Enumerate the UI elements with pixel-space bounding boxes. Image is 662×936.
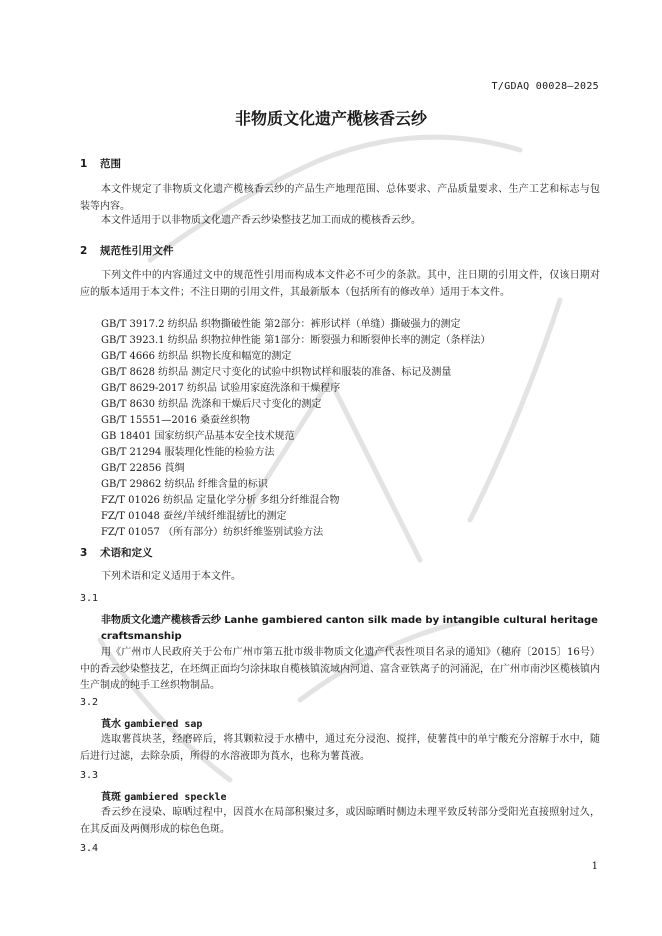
term-heading [101, 717, 601, 732]
term-number: 3.1 [80, 593, 99, 604]
term-number: 3.3 [80, 770, 99, 781]
section-2-intro: 下列文件中的内容通过文中的规范性引用而构成本文件必不可少的条款。其中，注日期的引用文件，仅该日期对应的版本适用于本文件；不注日期的引用文件，其最新版本（包括所有的修改单）适用于本文件。 [80, 270, 600, 298]
section-title: 范围 [100, 158, 121, 170]
term-name-en-continued: craftsmanship [101, 631, 182, 642]
section-1-paragraph-2: 本文件适用于以非物质文化遗产香云纱染整技艺加工而成的榄核香云纱。 [101, 215, 421, 226]
term-name-zh: 非物质文化遗产榄核香云纱 [101, 615, 221, 626]
reference-item: GB/T 8629-2017 纺织品 试验用家庭洗涤和干燥程序 [101, 383, 341, 394]
reference-item: FZ/T 01048 蚕丝/羊绒纤维混纺比的测定 [101, 511, 287, 522]
section-number: 1 [80, 158, 88, 170]
reference-item: GB/T 3917.2 纺织品 织物撕破性能 第2部分：裤形试样（单缝）撕破强力的测定 [101, 319, 461, 330]
reference-item: FZ/T 01057 （所有部分）纺织纤维鉴别试验方法 [101, 527, 324, 538]
section-number: 2 [80, 245, 88, 257]
term-name-zh: 莨斑 [101, 792, 121, 803]
section-3-intro: 下列术语和定义适用于本文件。 [101, 571, 241, 582]
reference-item: GB/T 3923.1 纺织品 织物拉伸性能 第1部分：断裂强力和断裂伸长率的测定（条样法） [101, 335, 491, 346]
reference-item: GB/T 8628 纺织品 测定尺寸变化的试验中织物试样和服装的准备、标记及测量 [101, 367, 452, 378]
reference-item: GB/T 29862 纺织品 纤维含量的标识 [101, 479, 268, 490]
term-name-en: Lanhe gambiered canton silk made by intangible cultural heritage [224, 615, 598, 626]
document-number: T/GDAQ 00028—2025 [491, 81, 599, 92]
reference-item: GB/T 15551—2016 桑蚕丝织物 [101, 415, 250, 426]
term-name-en: gambiered sap [124, 719, 203, 730]
term-number: 3.2 [80, 697, 99, 708]
section-title: 规范性引用文件 [100, 245, 174, 257]
section-1-heading [80, 156, 121, 171]
term-name-zh: 莨水 [101, 719, 121, 730]
term-definition: 用《广州市人民政府关于公布广州市第五批市级非物质文化遗产代表性项目名录的通知》（穗府〔2015〕16号）中的香云纱染整技艺，在坯绸正面均匀涂抹取自榄核镇流域内河道、富含亚铁离子的河涌泥，在广州市南沙区榄核镇内生产制成的纯手工丝织物制品。 [80, 647, 600, 691]
reference-item: FZ/T 01026 纺织品 定量化学分析 多组分纤维混合物 [101, 495, 340, 506]
section-3-heading [80, 545, 153, 560]
term-number: 3.4 [80, 843, 99, 854]
reference-item: GB/T 8630 纺织品 洗涤和干燥后尺寸变化的测定 [101, 399, 322, 410]
term-definition: 选取薯莨块茎，经磨碎后，将其颗粒浸于水槽中，通过充分浸泡、搅拌，使薯莨中的单宁酸充分溶解于水中，随后进行过滤，去除杂质，所得的水溶液即为莨水，也称为薯莨液。 [80, 734, 600, 762]
section-1-paragraph-1: 本文件规定了非物质文化遗产榄核香云纱的产品生产地理范围、总体要求、产品质量要求、生产工艺和标志与包装等内容。 [80, 184, 600, 212]
reference-item: GB/T 21294 服装理化性能的检验方法 [101, 447, 275, 458]
reference-item: GB/T 4666 纺织品 织物长度和幅宽的测定 [101, 351, 292, 362]
section-number: 3 [80, 547, 88, 559]
document-title: 非物质文化遗产榄核香云纱 [234, 109, 427, 128]
page-number: 1 [591, 861, 598, 872]
term-name-en: gambiered speckle [124, 792, 227, 803]
reference-item: GB 18401 国家纺织产品基本安全技术规范 [101, 431, 295, 442]
term-heading [101, 790, 601, 805]
section-2-heading [80, 243, 174, 258]
term-definition: 香云纱在浸染、晾晒过程中，因莨水在局部积聚过多，或因晾晒时侧边未理平致反转部分受阳光直接照射过久，在其反面及两侧形成的棕色色斑。 [80, 807, 600, 835]
term-heading [101, 613, 601, 628]
reference-item: GB/T 22856 莨绸 [101, 463, 185, 474]
section-title: 术语和定义 [100, 547, 153, 559]
